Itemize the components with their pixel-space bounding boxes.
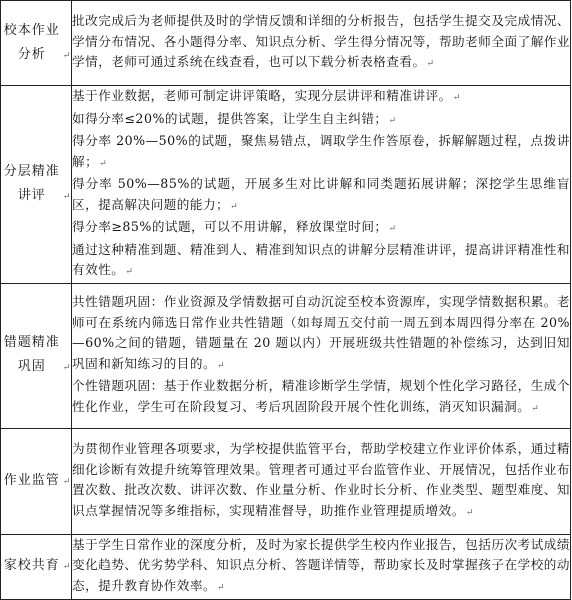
row-paragraph xyxy=(72,439,570,523)
row-paragraph-text: 得分率 20%—50%的试题，聚焦易错点，调取学生作答原卷，拆解解题过程，点拨讲解； xyxy=(72,133,570,169)
row-label: 家校共育 xyxy=(3,558,60,573)
return-mark: ↵ xyxy=(465,507,474,518)
row-paragraph xyxy=(72,109,570,132)
row-paragraph-text: 通过这种精准到题、精准到人、精准到知识点的讲解分层精准讲评，提高讲评精准性和有效性。 xyxy=(72,241,570,277)
row-content-cell xyxy=(72,283,571,428)
return-mark: ↵ xyxy=(99,158,108,169)
row-content-cell xyxy=(72,428,571,534)
row-paragraph-text: 批改完成后为老师提供及时的学情反馈和详细的分析报告，包括学生提交及完成情况、学情分布情况、各小题得分率、知识点分析、学生得分情况等，帮助老师全面了解作业学情，老师可通过系统在线查看，也可以下载分析表格查看。 xyxy=(72,13,570,70)
row-content-cell xyxy=(72,534,571,599)
return-mark: ↵ xyxy=(62,562,71,572)
row-paragraph-text: 基于学生日常作业的深度分析，及时为家长提供学生校内作业报告，包括历次考试成绩变化趋势、优劣势学科、知识点分析、答题详情等，帮助家长及时掌握孩子在学校的动态，提升教育协作效率。 xyxy=(72,536,570,593)
table-row-school-homework-analysis xyxy=(1,1,571,86)
table-row-homework-supervision xyxy=(1,428,571,534)
row-paragraph-text: 得分率≥85%的试题，可以不用讲解，释放课堂时间； xyxy=(72,219,388,234)
row-label-cell xyxy=(1,1,72,86)
return-mark: ↵ xyxy=(62,191,71,202)
return-mark: ↵ xyxy=(125,267,134,277)
return-mark: ↵ xyxy=(217,360,226,371)
row-label-cell xyxy=(1,428,72,534)
return-mark: ↵ xyxy=(62,50,71,61)
row-label-cell xyxy=(1,534,72,599)
row-label-cell xyxy=(1,86,72,284)
return-mark: ↵ xyxy=(62,476,71,487)
return-mark: ↵ xyxy=(230,201,239,212)
row-paragraph xyxy=(72,217,570,240)
row-paragraph xyxy=(72,86,570,109)
row-paragraph-text: 个性错题巩固：基于作业数据分析，精准诊断学生学情，规划个性化学习路径，生成个性化作业，学生可在阶段复习、考后巩固阶段开展个性化训练，消灭知识漏洞。 xyxy=(72,378,570,414)
row-paragraph xyxy=(72,535,570,599)
row-paragraph-text: 如得分率≤20%的试题，提供答案，让学生自主纠错； xyxy=(72,110,388,126)
table-row-wrong-question-consolidation xyxy=(1,283,571,428)
row-label: 校本作业分析 xyxy=(3,22,60,62)
return-mark: ↵ xyxy=(62,363,71,373)
table-row-tiered-precise-review xyxy=(1,86,571,284)
return-mark: ↵ xyxy=(388,224,397,234)
row-paragraph-text: 共性错题巩固：作业资源及学情数据可自动沉淀至校本资源库，实现学情数据积累。老师可在系统内筛选日常作业共性错题（如每周五交付前一周五到本周四得分率在 20%—60%之间的错题，错题量在 20 题以内）开展班级共性错题的补偿练习，达到旧知巩固和新知练习的目的。 xyxy=(72,294,570,371)
row-paragraph-text: 为贯彻作业管理各项要求，为学校提供监管平台，帮助学校建立作业评价体系，通过精细化诊断有效提升统筹管理效果。管理者可通过平台监管作业、开展情况，包括作业布置次数、批改次数、讲评次数、作业量分析、作业时长分析、作业类型、题型难度、知识点掌握情况等多维指标，实现精准督导，助推作业管理提质增效。 xyxy=(72,441,570,518)
row-paragraph xyxy=(72,376,570,419)
row-paragraph xyxy=(72,131,570,174)
return-mark: ↵ xyxy=(426,59,435,70)
return-mark: ↵ xyxy=(452,93,461,103)
row-paragraph xyxy=(72,174,570,217)
row-label: 错题精准巩固 xyxy=(3,335,60,374)
return-mark: ↵ xyxy=(531,403,540,414)
table-row-home-school-coeducation xyxy=(1,534,571,599)
row-label: 分层精准讲评 xyxy=(3,163,60,203)
row-paragraph xyxy=(72,240,570,283)
row-paragraph-text: 基于作业数据，老师可制定讲评策略，实现分层讲评和精准讲评。 xyxy=(72,88,452,103)
return-mark: ↵ xyxy=(217,582,226,593)
row-paragraph xyxy=(72,11,570,75)
row-content-cell xyxy=(72,86,571,284)
row-paragraph-text: 得分率 50%—85%的试题，开展多生对比讲解和同类题拓展讲解；深挖学生思维盲区，提高解决问题的能力； xyxy=(72,176,570,212)
row-label-cell xyxy=(1,283,72,428)
row-content-cell xyxy=(72,1,571,86)
row-paragraph xyxy=(72,292,570,376)
row-label: 作业监管 xyxy=(3,472,60,488)
return-mark: ↵ xyxy=(388,115,397,126)
